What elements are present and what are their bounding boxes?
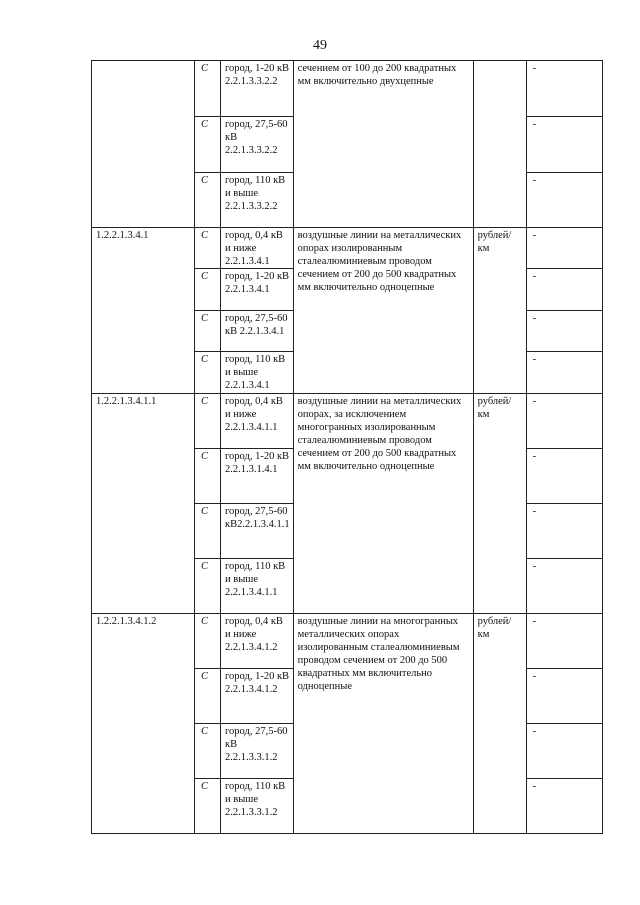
value-cell: -: [526, 724, 602, 779]
value-cell: -: [526, 779, 602, 834]
category-letter-cell: С: [195, 352, 221, 394]
category-letter-cell: С: [195, 117, 221, 173]
category-letter-cell: С: [195, 449, 221, 504]
value-cell: -: [526, 504, 602, 559]
location-voltage-cell: город, 1-20 кВ 2.2.1.3.3.2.2: [221, 61, 294, 117]
category-letter-cell: С: [195, 394, 221, 449]
description-cell: сечением от 100 до 200 квадратных мм включительно двухцепные: [293, 61, 473, 228]
table-body: [92, 61, 603, 834]
value-cell: -: [526, 394, 602, 449]
rates-table: [91, 60, 603, 834]
value-cell: -: [526, 173, 602, 228]
value-cell: -: [526, 269, 602, 311]
table-row: [92, 228, 603, 269]
location-voltage-cell: город, 27,5-60 кВ2.2.1.3.4.1.1: [221, 504, 294, 559]
category-letter-cell: С: [195, 311, 221, 352]
location-voltage-cell: город, 110 кВ и выше 2.2.1.3.4.1: [221, 352, 294, 394]
category-letter-cell: С: [195, 614, 221, 669]
category-letter-cell: С: [195, 669, 221, 724]
table-row: [92, 394, 603, 449]
description-cell: воздушные линии на многогранных металлических опорах изолированным сталеалюминиевым проводом сечением от 200 до 500 квадратных мм включительно одноцепные: [293, 614, 473, 834]
category-letter-cell: С: [195, 228, 221, 269]
location-voltage-cell: город, 110 кВ и выше 2.2.1.3.3.1.2: [221, 779, 294, 834]
table-row: [92, 614, 603, 669]
location-voltage-cell: город, 1-20 кВ 2.2.1.3.1.4.1: [221, 449, 294, 504]
item-code-cell: 1.2.2.1.3.4.1.2: [92, 614, 195, 834]
location-voltage-cell: город, 110 кВ и выше 2.2.1.3.3.2.2: [221, 173, 294, 228]
location-voltage-cell: город, 110 кВ и выше 2.2.1.3.4.1.1: [221, 559, 294, 614]
page-number: 49: [313, 38, 327, 53]
category-letter-cell: С: [195, 559, 221, 614]
value-cell: -: [526, 669, 602, 724]
value-cell: -: [526, 449, 602, 504]
category-letter-cell: С: [195, 269, 221, 311]
description-cell: воздушные линии на металлических опорах изолированным сталеалюминиевым проводом сечением от 200 до 500 квадратных мм включительно одноцепные: [293, 228, 473, 394]
unit-cell: рублей/км: [473, 228, 526, 394]
location-voltage-cell: город, 0,4 кВ и ниже 2.2.1.3.4.1.2: [221, 614, 294, 669]
value-cell: -: [526, 311, 602, 352]
category-letter-cell: С: [195, 61, 221, 117]
location-voltage-cell: город, 0,4 кВ и ниже 2.2.1.3.4.1.1: [221, 394, 294, 449]
location-voltage-cell: город, 27,5-60 кВ 2.2.1.3.3.2.2: [221, 117, 294, 173]
value-cell: -: [526, 61, 602, 117]
description-cell: воздушные линии на металлических опорах, за исключением многогранных изолированным сталеалюминиевым проводом сечением от 200 до 500 квадратных мм включительно одноцепные: [293, 394, 473, 614]
category-letter-cell: С: [195, 504, 221, 559]
item-code-cell: [92, 61, 195, 228]
location-voltage-cell: город, 27,5-60 кВ 2.2.1.3.4.1: [221, 311, 294, 352]
category-letter-cell: С: [195, 724, 221, 779]
table-row: [92, 61, 603, 117]
location-voltage-cell: город, 1-20 кВ 2.2.1.3.4.1.2: [221, 669, 294, 724]
value-cell: -: [526, 352, 602, 394]
value-cell: -: [526, 559, 602, 614]
category-letter-cell: С: [195, 779, 221, 834]
item-code-cell: 1.2.2.1.3.4.1: [92, 228, 195, 394]
item-code-cell: 1.2.2.1.3.4.1.1: [92, 394, 195, 614]
value-cell: -: [526, 117, 602, 173]
unit-cell: рублей/км: [473, 394, 526, 614]
unit-cell: [473, 61, 526, 228]
unit-cell: рублей/км: [473, 614, 526, 834]
location-voltage-cell: город, 0,4 кВ и ниже 2.2.1.3.4.1: [221, 228, 294, 269]
location-voltage-cell: город, 1-20 кВ 2.2.1.3.4.1: [221, 269, 294, 311]
category-letter-cell: С: [195, 173, 221, 228]
value-cell: -: [526, 228, 602, 269]
value-cell: -: [526, 614, 602, 669]
location-voltage-cell: город, 27,5-60 кВ 2.2.1.3.3.1.2: [221, 724, 294, 779]
